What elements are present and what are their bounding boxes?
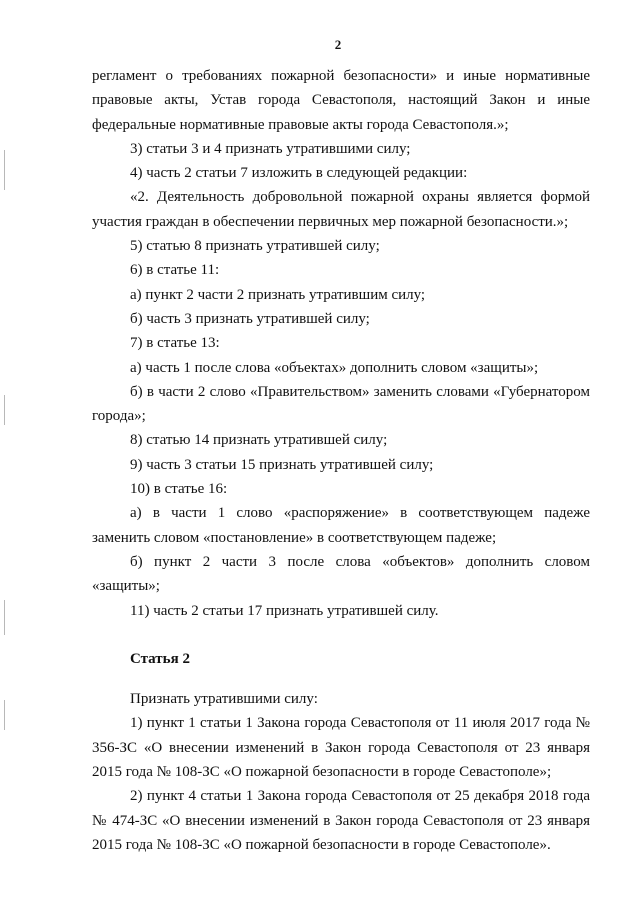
article-1-continuation xyxy=(92,64,590,623)
paragraph: а) пункт 2 части 2 признать утратившим силу; xyxy=(130,286,426,303)
paragraph: 4) часть 2 статьи 7 изложить в следующей редакции: xyxy=(130,165,468,182)
paragraph: б) пункт 2 части 3 после слова «объектов» дополнить словом «защиты»; xyxy=(92,553,590,595)
paragraph: 7) в статье 13: xyxy=(130,335,220,352)
article-heading: Статья 2 xyxy=(130,650,190,667)
paragraph: 10) в статье 16: xyxy=(130,481,228,498)
paragraph: б) часть 3 признать утратившей силу; xyxy=(130,310,370,327)
scan-edge-mark xyxy=(4,395,5,425)
paragraph: «2. Деятельность добровольной пожарной охраны является формой участия граждан в обеспечении первичных мер пожарной безопасности.»; xyxy=(92,189,590,230)
scan-edge-mark xyxy=(4,700,5,730)
paragraph: 8) статью 14 признать утратившей силу; xyxy=(130,432,388,449)
paragraph: 11) часть 2 статьи 17 признать утратившей силу. xyxy=(130,602,439,619)
paragraph: 6) в статье 11: xyxy=(130,262,220,279)
paragraph: Признать утратившими силу: xyxy=(130,691,318,708)
scan-edge-mark xyxy=(4,150,5,190)
scan-edge-mark xyxy=(4,600,5,635)
paragraph: 9) часть 3 статьи 15 признать утратившей силу; xyxy=(130,456,434,473)
paragraph: а) часть 1 после слова «объектах» дополнить словом «защиты»; xyxy=(130,359,539,376)
paragraph: 3) статьи 3 и 4 признать утратившими силу; xyxy=(130,140,411,157)
paragraph: а) в части 1 слово «распоряжение» в соответствующем падеже заменить словом «постановление» в соответствующем падеже; xyxy=(92,505,590,546)
document-body xyxy=(92,64,590,857)
paragraph: 5) статью 8 признать утратившей силу; xyxy=(130,238,380,255)
page-number: 2 xyxy=(334,37,342,52)
paragraph: 2) пункт 4 статьи 1 Закона города Севастополя от 25 декабря 2018 года № 474-ЗС «О внесении изменений в Закон города Севастополя от 23 января 2015 года № 108-ЗС «О пожарной безопасности в городе Севастополе». xyxy=(92,788,590,853)
paragraph: регламент о требованиях пожарной безопасности» и иные нормативные правовые акты, Устав города Севастополя, настоящий Закон и иные федеральные нормативные правовые акты города Севастополя.»; xyxy=(92,68,590,133)
paragraph: б) в части 2 слово «Правительством» заменить словами «Губернатором города»; xyxy=(92,383,590,425)
paragraph: 1) пункт 1 статьи 1 Закона города Севастополя от 11 июля 2017 года № 356-ЗС «О внесении изменений в Закон города Севастополя от 23 января 2015 года № 108-ЗС «О пожарной безопасности в городе Севастополе»; xyxy=(92,715,590,781)
article-2-body xyxy=(92,687,590,857)
